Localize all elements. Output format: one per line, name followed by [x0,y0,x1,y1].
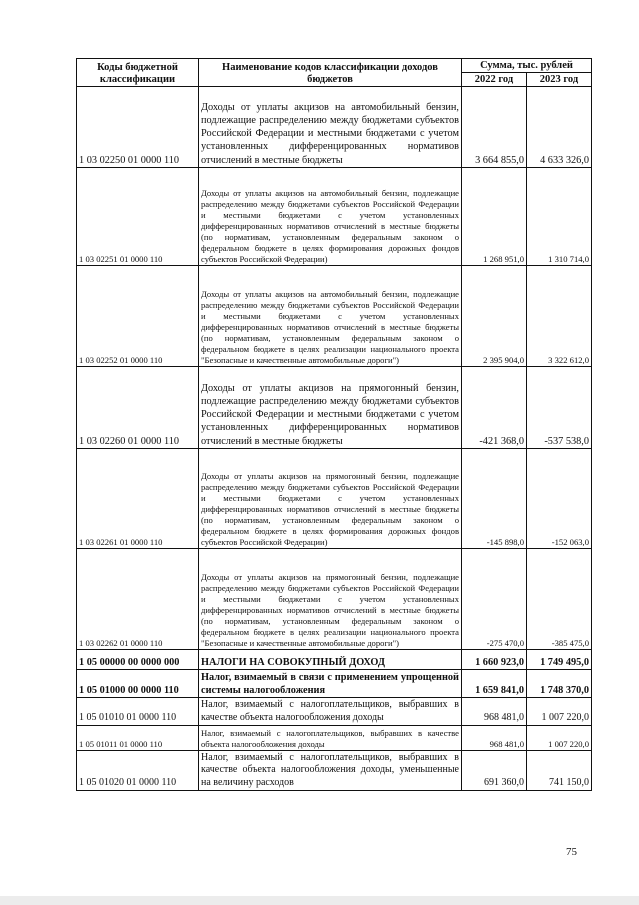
row-name: Доходы от уплаты акцизов на автомобильный бензин, подлежащие распределению между бюджетами субъектов Российской Федерации и местными бюджетами с учетом установленных дифференцированных нормативов отчислений в местные бюджеты [199,87,462,168]
row-name: Доходы от уплаты акцизов на прямогонный бензин, подлежащие распределению между бюджетами субъектов Российской Федерации и местными бюджетами с учетом установленных дифференцированных нормативов отчислений в местные бюджеты (по нормативам, установленным федеральным законом о федеральном бюджете в целях формирования дорожных фондов субъектов Российской Федерации) [199,449,462,549]
row-name: Налог, взимаемый в связи с применением упрощенной системы налогообложения [199,670,462,698]
row-value-2023: -385 475,0 [527,549,592,650]
table-row-subsection [77,670,592,698]
row-value-2022: -275 470,0 [462,549,527,650]
row-value-2022: 968 481,0 [462,698,527,726]
row-value-2022: -145 898,0 [462,449,527,549]
budget-revenue-table [76,58,592,791]
row-name: Доходы от уплаты акцизов на автомобильный бензин, подлежащие распределению между бюджетами субъектов Российской Федерации и местными бюджетами с учетом установленных дифференцированных нормативов отчислений в местные бюджеты (по нормативам, установленным федеральным законом о федеральном бюджете в целях формирования дорожных фондов субъектов Российской Федерации) [199,168,462,266]
row-value-2022: 2 395 904,0 [462,266,527,367]
row-value-2022: 3 664 855,0 [462,87,527,168]
table-row [77,726,592,751]
header-sum: Сумма, тыс. рублей [462,59,592,73]
row-name: НАЛОГИ НА СОВОКУПНЫЙ ДОХОД [199,650,462,670]
row-name: Налог, взимаемый с налогоплательщиков, выбравших в качестве объекта налогообложения доходы, уменьшенные на величину расходов [199,751,462,791]
row-name: Доходы от уплаты акцизов на прямогонный бензин, подлежащие распределению между бюджетами субъектов Российской Федерации и местными бюджетами с учетом установленных дифференцированных нормативов отчислений в местные бюджеты [199,367,462,449]
row-code: 1 05 01000 00 0000 110 [77,670,199,698]
header-names: Наименование кодов классификации доходов бюджетов [199,59,462,87]
table-row [77,698,592,726]
row-value-2023: 3 322 612,0 [527,266,592,367]
table-row [77,367,592,449]
table-row [77,549,592,650]
row-code: 1 03 02260 01 0000 110 [77,367,199,449]
row-value-2022: 1 659 841,0 [462,670,527,698]
table-row [77,449,592,549]
table-row [77,87,592,168]
table-row-section [77,650,592,670]
row-value-2023: 741 150,0 [527,751,592,791]
table-row [77,751,592,791]
row-name: Налог, взимаемый с налогоплательщиков, выбравших в качестве объекта налогообложения доходы [199,726,462,751]
page-bottom-band [0,896,639,905]
row-code: 1 05 01020 01 0000 110 [77,751,199,791]
row-code: 1 03 02251 01 0000 110 [77,168,199,266]
row-value-2023: 1 007 220,0 [527,698,592,726]
header-year-2023: 2023 год [527,73,592,87]
row-value-2022: 1 268 951,0 [462,168,527,266]
header-codes: Коды бюджетной классификации [77,59,199,87]
row-code: 1 03 02252 01 0000 110 [77,266,199,367]
row-value-2023: 1 310 714,0 [527,168,592,266]
row-value-2023: -537 538,0 [527,367,592,449]
row-value-2023: -152 063,0 [527,449,592,549]
row-value-2022: 691 360,0 [462,751,527,791]
table-row [77,266,592,367]
row-code: 1 05 01011 01 0000 110 [77,726,199,751]
row-value-2022: -421 368,0 [462,367,527,449]
page-number: 75 [566,846,577,858]
row-code: 1 03 02261 01 0000 110 [77,449,199,549]
row-value-2022: 968 481,0 [462,726,527,751]
header-year-2022: 2022 год [462,73,527,87]
row-value-2022: 1 660 923,0 [462,650,527,670]
row-value-2023: 4 633 326,0 [527,87,592,168]
row-code: 1 03 02250 01 0000 110 [77,87,199,168]
row-code: 1 05 01010 01 0000 110 [77,698,199,726]
row-name: Налог, взимаемый с налогоплательщиков, выбравших в качестве объекта налогообложения доходы [199,698,462,726]
table-row [77,168,592,266]
row-value-2023: 1 007 220,0 [527,726,592,751]
row-name: Доходы от уплаты акцизов на прямогонный бензин, подлежащие распределению между бюджетами субъектов Российской Федерации и местными бюджетами с учетом установленных дифференцированных нормативов отчислений в местные бюджеты (по нормативам, установленным федеральным законом о федеральном бюджете в целях реализации национального проекта "Безопасные и качественные автомобильные дороги") [199,549,462,650]
row-name: Доходы от уплаты акцизов на автомобильный бензин, подлежащие распределению между бюджетами субъектов Российской Федерации и местными бюджетами с учетом установленных дифференцированных нормативов отчислений в местные бюджеты (по нормативам, установленным федеральным законом о федеральном бюджете в целях реализации национального проекта "Безопасные и качественные автомобильные дороги") [199,266,462,367]
row-code: 1 03 02262 01 0000 110 [77,549,199,650]
row-value-2023: 1 749 495,0 [527,650,592,670]
row-value-2023: 1 748 370,0 [527,670,592,698]
row-code: 1 05 00000 00 0000 000 [77,650,199,670]
